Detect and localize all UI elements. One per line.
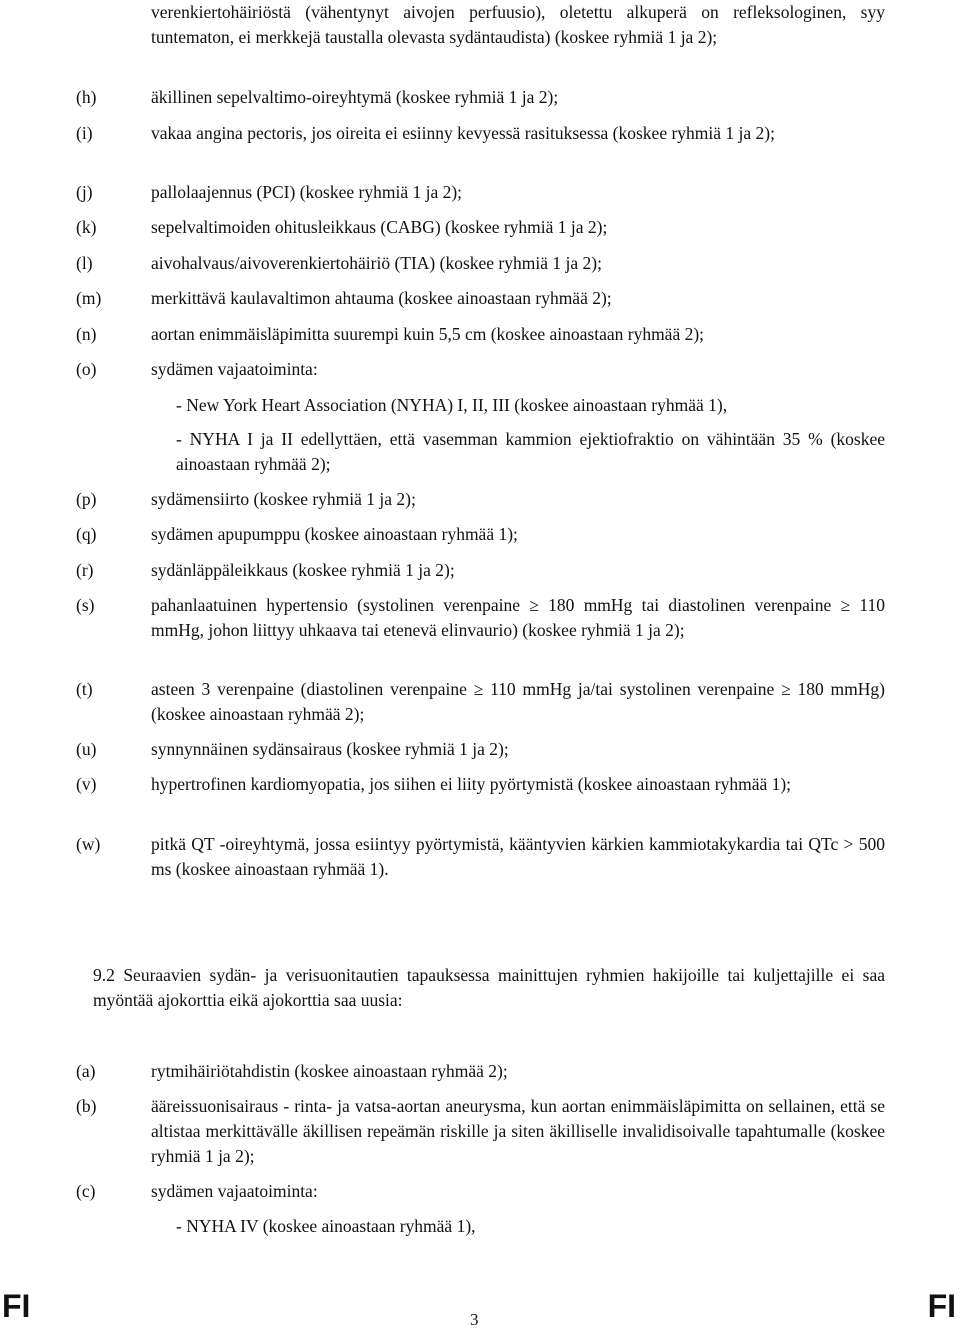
list-label: (c): [76, 1181, 96, 1201]
list-label: (b): [76, 1096, 97, 1116]
continuation-text: verenkiertohäiriöstä (vähentynyt aivojen perfuusio), oletettu alkuperä on refleksologinen, syy tuntematon, ei merkkejä taustalla olevasta sydäntaudista) (koskee ryhmiä 1 ja 2);: [151, 2, 885, 47]
list-label: (r): [76, 560, 94, 580]
o-subitem: - New York Heart Association (NYHA) I, II, III (koskee ainoastaan ryhmää 1),: [176, 395, 728, 415]
list-text: synnynnäinen sydänsairaus (koskee ryhmiä 1 ja 2);: [151, 739, 509, 759]
list-label: (l): [76, 253, 93, 273]
section-9-2-paragraph: 9.2 Seuraavien sydän- ja verisuonitautien tapauksessa mainittujen ryhmien hakijoille tai kuljettajille ei saa myöntää ajokorttia eikä ajokorttia saa uusia:: [93, 965, 885, 1010]
list-text: sydämensiirto (koskee ryhmiä 1 ja 2);: [151, 489, 416, 509]
list-text: asteen 3 verenpaine (diastolinen verenpaine ≥ 110 mmHg ja/tai systolinen verenpaine ≥ 180 mmHg) (koskee ainoastaan ryhmää 2);: [151, 679, 885, 724]
list-label: (i): [76, 123, 93, 143]
list-text: äkillinen sepelvaltimo-oireyhtymä (koskee ryhmiä 1 ja 2);: [151, 87, 559, 107]
list-label: (p): [76, 489, 97, 509]
list-label: (h): [76, 87, 97, 107]
list-text: sepelvaltimoiden ohitusleikkaus (CABG) (koskee ryhmiä 1 ja 2);: [151, 217, 608, 237]
list-text: merkittävä kaulavaltimon ahtauma (koskee ainoastaan ryhmää 2);: [151, 288, 612, 308]
list-label: (u): [76, 739, 97, 759]
list-label: (n): [76, 324, 97, 344]
list-text: sydämen apupumppu (koskee ainoastaan ryhmää 1);: [151, 524, 518, 544]
list-label: (t): [76, 679, 93, 699]
list-text: hypertrofinen kardiomyopatia, jos siihen ei liity pyörtymistä (koskee ainoastaan ryhmää 1);: [151, 774, 792, 794]
list-label: (q): [76, 524, 97, 544]
list-text: pitkä QT -oireyhtymä, jossa esiintyy pyörtymistä, kääntyvien kärkien kammiotakykardia tai QTc > 500 ms (koskee ainoastaan ryhmää 1).: [151, 834, 885, 879]
list-label: (w): [76, 834, 101, 854]
page-number: 3: [470, 1310, 479, 1329]
list-text: vakaa angina pectoris, jos oireita ei esiinny kevyessä rasituksessa (koskee ryhmiä 1 ja 2);: [151, 123, 775, 143]
list-text: aortan enimmäisläpimitta suurempi kuin 5,5 cm (koskee ainoastaan ryhmää 2);: [151, 324, 705, 344]
list-text: rytmihäiriötahdistin (koskee ainoastaan ryhmää 2);: [151, 1061, 508, 1081]
list-text: sydämen vajaatoiminta:: [151, 359, 318, 379]
list-label: (s): [76, 595, 95, 615]
o-subitem: - NYHA I ja II edellyttäen, että vasemman kammion ejektiofraktio on vähintään 35 % (koskee ainoastaan ryhmää 2);: [176, 429, 885, 474]
c-subitem: - NYHA IV (koskee ainoastaan ryhmää 1),: [176, 1216, 476, 1236]
list-label: (a): [76, 1061, 96, 1081]
list-text: ääreissuonisairaus - rinta- ja vatsa-aortan aneurysma, kun aortan enimmäisläpimitta on sellainen, että se altistaa merkittävälle äkillisen repeämän riskille ja siten äkilliselle invalidisoivalle tapahtumalle (koskee ryhmiä 1 ja 2);: [151, 1096, 885, 1166]
footer-language-left: FI: [2, 1288, 31, 1324]
list-label: (k): [76, 217, 97, 237]
list-text: pallolaajennus (PCI) (koskee ryhmiä 1 ja 2);: [151, 182, 463, 202]
list-text: sydänläppäleikkaus (koskee ryhmiä 1 ja 2);: [151, 560, 455, 580]
list-label: (o): [76, 359, 97, 379]
list-label: (v): [76, 774, 97, 794]
list-text: pahanlaatuinen hypertensio (systolinen verenpaine ≥ 180 mmHg tai diastolinen verenpaine ≥ 110 mmHg, johon liittyy uhkaava tai etenevä elinvaurio) (koskee ryhmiä 1 ja 2);: [151, 595, 885, 640]
list-label: (m): [76, 288, 102, 308]
list-text: aivohalvaus/aivoverenkiertohäiriö (TIA) (koskee ryhmiä 1 ja 2);: [151, 253, 602, 273]
list-label: (j): [76, 182, 93, 202]
list-text: sydämen vajaatoiminta:: [151, 1181, 318, 1201]
footer-language-right: FI: [927, 1288, 956, 1324]
